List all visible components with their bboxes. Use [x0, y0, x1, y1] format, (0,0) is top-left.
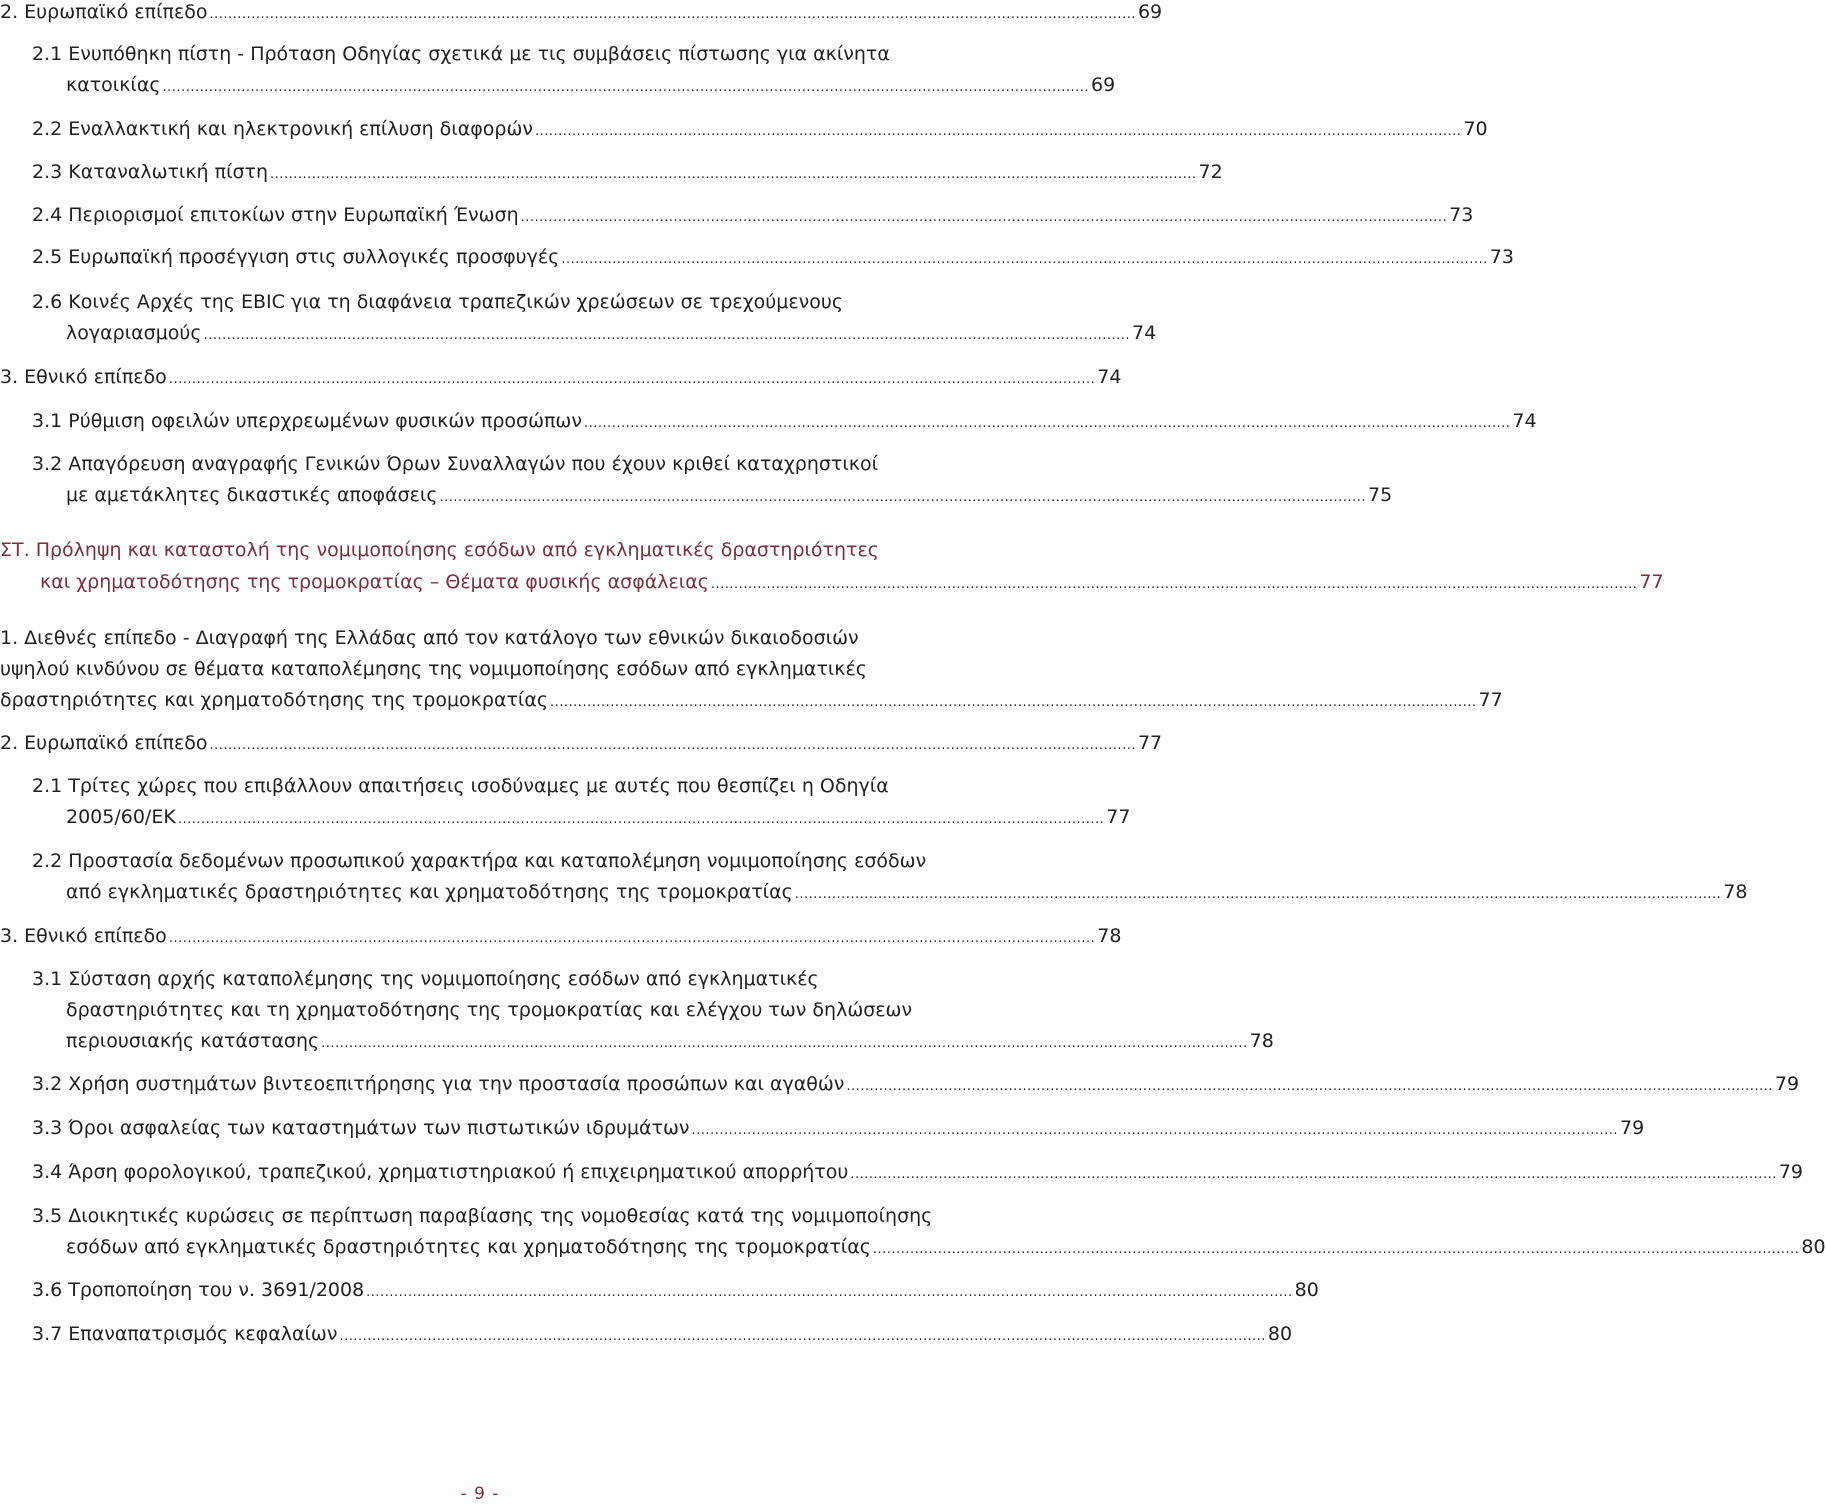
toc-entry-title: 3.1 Ρύθμιση οφειλών υπερχρεωμένων φυσικών προσώπων	[32, 410, 582, 432]
toc-page-number: 69	[1091, 74, 1116, 96]
dot-leader: ........................................................................................................................................................................................................	[710, 577, 1638, 592]
toc-section-title-cont: και χρηματοδότησης της τρομοκρατίας – Θέματα φυσικής ασφάλειας	[40, 571, 709, 593]
toc-entry-title: 3.4 Άρση φορολογικού, τραπεζικού, χρηματιστηριακού ή επιχειρηματικού απορρήτου	[32, 1161, 849, 1183]
toc-entry-title: 3.1 Σύσταση αρχής καταπολέμησης της νομιμοποίησης εσόδων από εγκληματικές	[32, 968, 819, 990]
dot-leader: ........................................................................................................................................................................................................	[520, 210, 1448, 225]
dot-leader: ........................................................................................................................................................................................................	[583, 416, 1511, 431]
toc-entry-title-cont: υψηλού κινδύνου σε θέματα καταπολέμησης της νομιμοποίησης εσόδων από εγκληματικές	[0, 658, 867, 680]
toc-entry-title-cont: εσόδων από εγκληματικές δραστηριότητες και χρηματοδότησης της τρομοκρατίας	[66, 1236, 871, 1258]
toc-entry-title: 3.5 Διοικητικές κυρώσεις σε περίπτωση παραβίασης της νομοθεσίας κατά της νομιμοποίησης	[32, 1205, 933, 1227]
dot-leader: ........................................................................................................................................................................................................	[168, 372, 1096, 387]
toc-entry-title: 2.2 Εναλλακτική και ηλεκτρονική επίλυση διαφορών	[32, 118, 533, 140]
toc-entry-title-cont: περιουσιακής κατάστασης	[66, 1030, 320, 1052]
toc-entry-title: 3.3 Όροι ασφαλείας των καταστημάτων των πιστωτικών ιδρυμάτων	[32, 1117, 690, 1139]
toc-page-number: 75	[1367, 484, 1393, 506]
dot-leader: ........................................................................................................................................................................................................	[846, 1079, 1773, 1094]
toc-page-number: 73	[1449, 204, 1474, 226]
dot-leader: ........................................................................................................................................................................................................	[168, 931, 1096, 946]
toc-page-number: 79	[1620, 1117, 1645, 1139]
toc-page-number: 77	[1106, 806, 1131, 828]
dot-leader: ........................................................................................................................................................................................................	[561, 252, 1488, 267]
toc-page-number: 73	[1489, 246, 1514, 268]
toc-entry-title-cont: κατοικίας	[66, 74, 161, 96]
toc-page-number: 74	[1097, 366, 1122, 388]
toc-page-number: 77	[1137, 732, 1163, 754]
toc-page-number: 78	[1249, 1030, 1274, 1052]
toc-page-number: 80	[1267, 1323, 1293, 1345]
toc-page-number: 70	[1463, 118, 1488, 140]
dot-leader: ........................................................................................................................................................................................................	[691, 1123, 1619, 1138]
toc-entry-title: 2.1 Τρίτες χώρες που επιβάλλουν απαιτήσεις ισοδύναμες με αυτές που θεσπίζει η Οδηγία	[32, 775, 889, 797]
toc-section-title: ΣΤ. Πρόληψη και καταστολή της νομιμοποίησης εσόδων από εγκληματικές δραστηριότητες	[0, 539, 879, 561]
toc-entry-title: 1. Διεθνές επίπεδο - Διαγραφή της Ελλάδας από τον κατάλογο των εθνικών δικαιοδοσιών	[0, 627, 859, 649]
toc-entry-title: 2.5 Ευρωπαϊκή προσέγγιση στις συλλογικές προσφυγές	[32, 246, 560, 268]
dot-leader: ........................................................................................................................................................................................................	[850, 1167, 1777, 1182]
toc-page-number: 78	[1723, 881, 1748, 903]
toc-entry-title-cont: λογαριασμούς	[66, 322, 202, 344]
dot-leader: ........................................................................................................................................................................................................	[209, 738, 1136, 753]
dot-leader: ........................................................................................................................................................................................................	[366, 1285, 1293, 1300]
toc-page-number: 77	[1478, 689, 1503, 711]
dot-leader: ........................................................................................................................................................................................................	[321, 1036, 1248, 1051]
toc-entry-title-cont: δραστηριότητες και τη χρηματοδότησης της τρομοκρατίας και ελέγχου των δηλώσεων	[66, 999, 913, 1021]
toc-page-number: 79	[1774, 1073, 1800, 1095]
dot-leader: ........................................................................................................................................................................................................	[439, 490, 1366, 505]
toc-page-number: 74	[1132, 322, 1157, 344]
toc-entry-title: 2. Ευρωπαϊκό επίπεδο	[0, 1, 208, 23]
toc-entry-title-cont: δραστηριότητες και χρηματοδότησης της τρομοκρατίας	[0, 689, 549, 711]
dot-leader: ........................................................................................................................................................................................................	[162, 80, 1089, 95]
toc-entry-title: 2.6 Κοινές Αρχές της EBIC για τη διαφάνεια τραπεζικών χρεώσεων σε τρεχούμενους	[32, 291, 844, 313]
toc-entry-title: 2. Ευρωπαϊκό επίπεδο	[0, 732, 208, 754]
toc-entry-title: 2.3 Καταναλωτική πίστη	[32, 161, 269, 183]
toc-entry-title: 2.1 Ενυπόθηκη πίστη - Πρόταση Οδηγίας σχετικά με τις συμβάσεις πίστωσης για ακίνητα	[32, 43, 890, 65]
dot-leader: ........................................................................................................................................................................................................	[534, 124, 1462, 139]
dot-leader: ........................................................................................................................................................................................................	[270, 167, 1197, 182]
toc-page-number: 80	[1294, 1279, 1319, 1301]
dot-leader: ........................................................................................................................................................................................................	[177, 812, 1105, 827]
toc-page-number: 77	[1639, 571, 1664, 593]
dot-leader: ........................................................................................................................................................................................................	[550, 695, 1477, 710]
toc-entry-title: 3. Εθνικό επίπεδο	[0, 925, 167, 947]
toc-entry-title: 3.6 Τροποποίηση του ν. 3691/2008	[32, 1279, 365, 1301]
toc-entry-title-cont: 2005/60/ΕΚ	[66, 806, 176, 828]
toc-page-number: 80	[1801, 1236, 1826, 1258]
toc-entry-title: 2.4 Περιορισμοί επιτοκίων στην Ευρωπαϊκή Ένωση	[32, 204, 519, 226]
dot-leader: ........................................................................................................................................................................................................	[872, 1242, 1800, 1257]
toc-entry-title-cont: με αμετάκλητες δικαστικές αποφάσεις	[66, 484, 438, 506]
dot-leader: ........................................................................................................................................................................................................	[339, 1329, 1266, 1344]
dot-leader: ........................................................................................................................................................................................................	[203, 328, 1131, 343]
toc-page-number: 78	[1097, 925, 1122, 947]
toc-entry-title-cont: από εγκληματικές δραστηριότητες και χρηματοδότησης της τρομοκρατίας	[66, 881, 793, 903]
toc-page-number: 72	[1198, 161, 1223, 183]
page-number-footer: - 9 -	[460, 1484, 500, 1504]
toc-entry-title: 3.2 Απαγόρευση αναγραφής Γενικών Όρων Συναλλαγών που έχουν κριθεί καταχρηστικοί	[32, 453, 879, 475]
toc-entry-title: 3.2 Χρήση συστημάτων βιντεοεπιτήρησης για την προστασία προσώπων και αγαθών	[32, 1073, 845, 1095]
toc-page-number: 79	[1778, 1161, 1804, 1183]
toc-entry-title: 3. Εθνικό επίπεδο	[0, 366, 167, 388]
dot-leader: ........................................................................................................................................................................................................	[209, 7, 1136, 22]
toc-page-number: 69	[1137, 1, 1163, 23]
dot-leader: ........................................................................................................................................................................................................	[794, 887, 1722, 902]
toc-entry-title: 3.7 Επαναπατρισμός κεφαλαίων	[32, 1323, 338, 1345]
toc-page-number: 74	[1512, 410, 1537, 432]
toc-entry-title: 2.2 Προστασία δεδομένων προσωπικού χαρακτήρα και καταπολέμηση νομιμοποίησης εσόδων	[32, 850, 927, 872]
